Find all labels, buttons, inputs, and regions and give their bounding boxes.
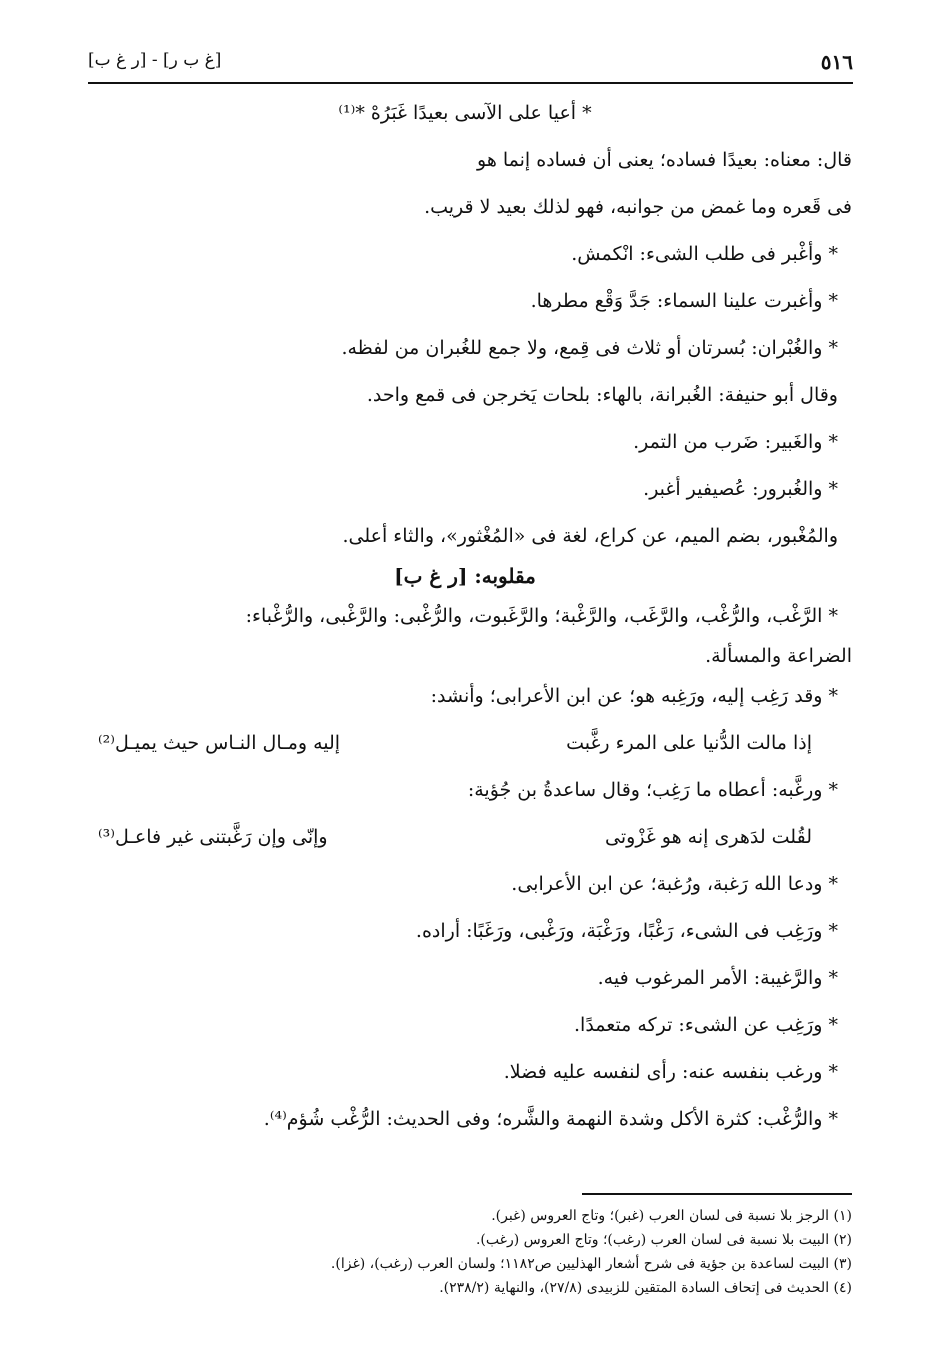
entry-line: * والغُبْران: بُسرتان أو ثلاث فى قِمع، ولا جمع للغُبران من لفظه. <box>341 337 838 359</box>
entry-line: * وأغْبر فى طلب الشىء: انْكمش. <box>571 243 838 265</box>
footnote: (٤) الحديث فى إتحاف السادة المتقين للزبيدى (٢٧/٨)، والنهاية (٢٣٨/٢). <box>439 1280 852 1296</box>
poem-hemistich-left: إليه ومـال النـاس حيث يميـل⁽²⁾ <box>98 732 341 754</box>
footnote: (٢) البيت بلا نسبة فى لسان العرب (رغب)؛ وتاج العروس (رغب). <box>475 1232 852 1248</box>
poem-hemistich-right: إذا مالت الدُّنيا على المرء رغَّبت <box>566 732 812 754</box>
entry-line: * ورَغِب فى الشىء، رَغْبًا، ورَغْبَة، ورَغْبى، ورَغَبًا: أراده. <box>415 920 838 942</box>
entry-line: * ودعا الله رَغبة، ورُغبة؛ عن ابن الأعرابى. <box>511 873 838 895</box>
entry-line: وقال أبو حنيفة: الغُبرانة، بالهاء: بلحات يَخرجن فى قمع واحد. <box>366 384 838 406</box>
page-header <box>88 44 853 84</box>
footnote: (٣) البيت لساعدة بن جؤية فى شرح أشعار الهذليين ص١١٨٢؛ ولسان العرب (رغب)، (غزا). <box>330 1256 852 1272</box>
entry-line: * والرُّغْب: كثرة الأكل وشدة النهمة والشَّره؛ وفى الحديث: الرُّغْب شُؤم⁽⁴⁾. <box>263 1108 838 1130</box>
entry-line: * الرَّغْب، والرُّغْب، والرَّغَب، والرَّغْبة؛ والرَّغَبوت، والرُّغْبى: والرَّغْبى، والرُّغْباء: <box>245 605 838 627</box>
page-body <box>78 98 852 1151</box>
entry-line: والمُغْبور، بضم الميم، عن كراع، لغة فى «المُغْثور»، والثاء أعلى. <box>342 525 838 547</box>
entry-line: * ورغَّبه: أعطاه ما رَغِب؛ وقال ساعدةُ بن جُؤية: <box>467 779 838 801</box>
verse-line: * أعيا على الآسى بعيدًا غَبَرُهْ *⁽¹⁾ <box>338 102 592 124</box>
footnote: (١) الرجز بلا نسبة فى لسان العرب (غبر)؛ وتاج العروس (غبر). <box>491 1208 852 1224</box>
section-heading: مقلوبه: [ر غ ب] <box>394 564 536 588</box>
entry-line: * وقد رَغِب إليه، ورَغِبه هو؛ عن ابن الأعرابى؛ وأنشد: <box>430 685 838 707</box>
entry-line: * والرَّغيبة: الأمر المرغوب فيه. <box>597 967 838 989</box>
poem-verse <box>78 822 852 869</box>
entry-line: * وأغبرت علينا السماء: جَدَّ وَقْع مطرها. <box>530 290 838 312</box>
entry-line: * ورغب بنفسه عنه: رأى لنفسه عليه فضلا. <box>503 1061 838 1083</box>
entry-line: * والغُبرور: عُصيفير أغبر. <box>643 478 838 500</box>
entry-line: * ورَغِب عن الشىء: تركه متعمدًا. <box>574 1014 838 1036</box>
entry-line: * والغَبير: ضَرب من التمر. <box>633 431 838 453</box>
poem-hemistich-left: وإنّى وإن رَغَّبتنى غير فاعـل⁽³⁾ <box>98 826 328 848</box>
poem-verse <box>78 728 852 775</box>
footnote-divider <box>582 1193 852 1195</box>
footnotes <box>78 1207 852 1303</box>
text-line: فى قَعره وما غمض من جوانبه، فهو لذلك بعيد لا قريب. <box>424 196 852 218</box>
text-line: قال: معناه: بعيدًا فساده؛ يعنى أن فساده إنما هو <box>477 149 852 171</box>
entry-line: الضراعة والمسألة. <box>705 645 852 667</box>
page-number: ٥١٦ <box>820 50 853 74</box>
running-title: [غ ب ر] - [ر غ ب] <box>88 50 222 70</box>
poem-hemistich-right: لقُلت لدَهرى إنه هو غَزْوتى <box>605 826 812 848</box>
